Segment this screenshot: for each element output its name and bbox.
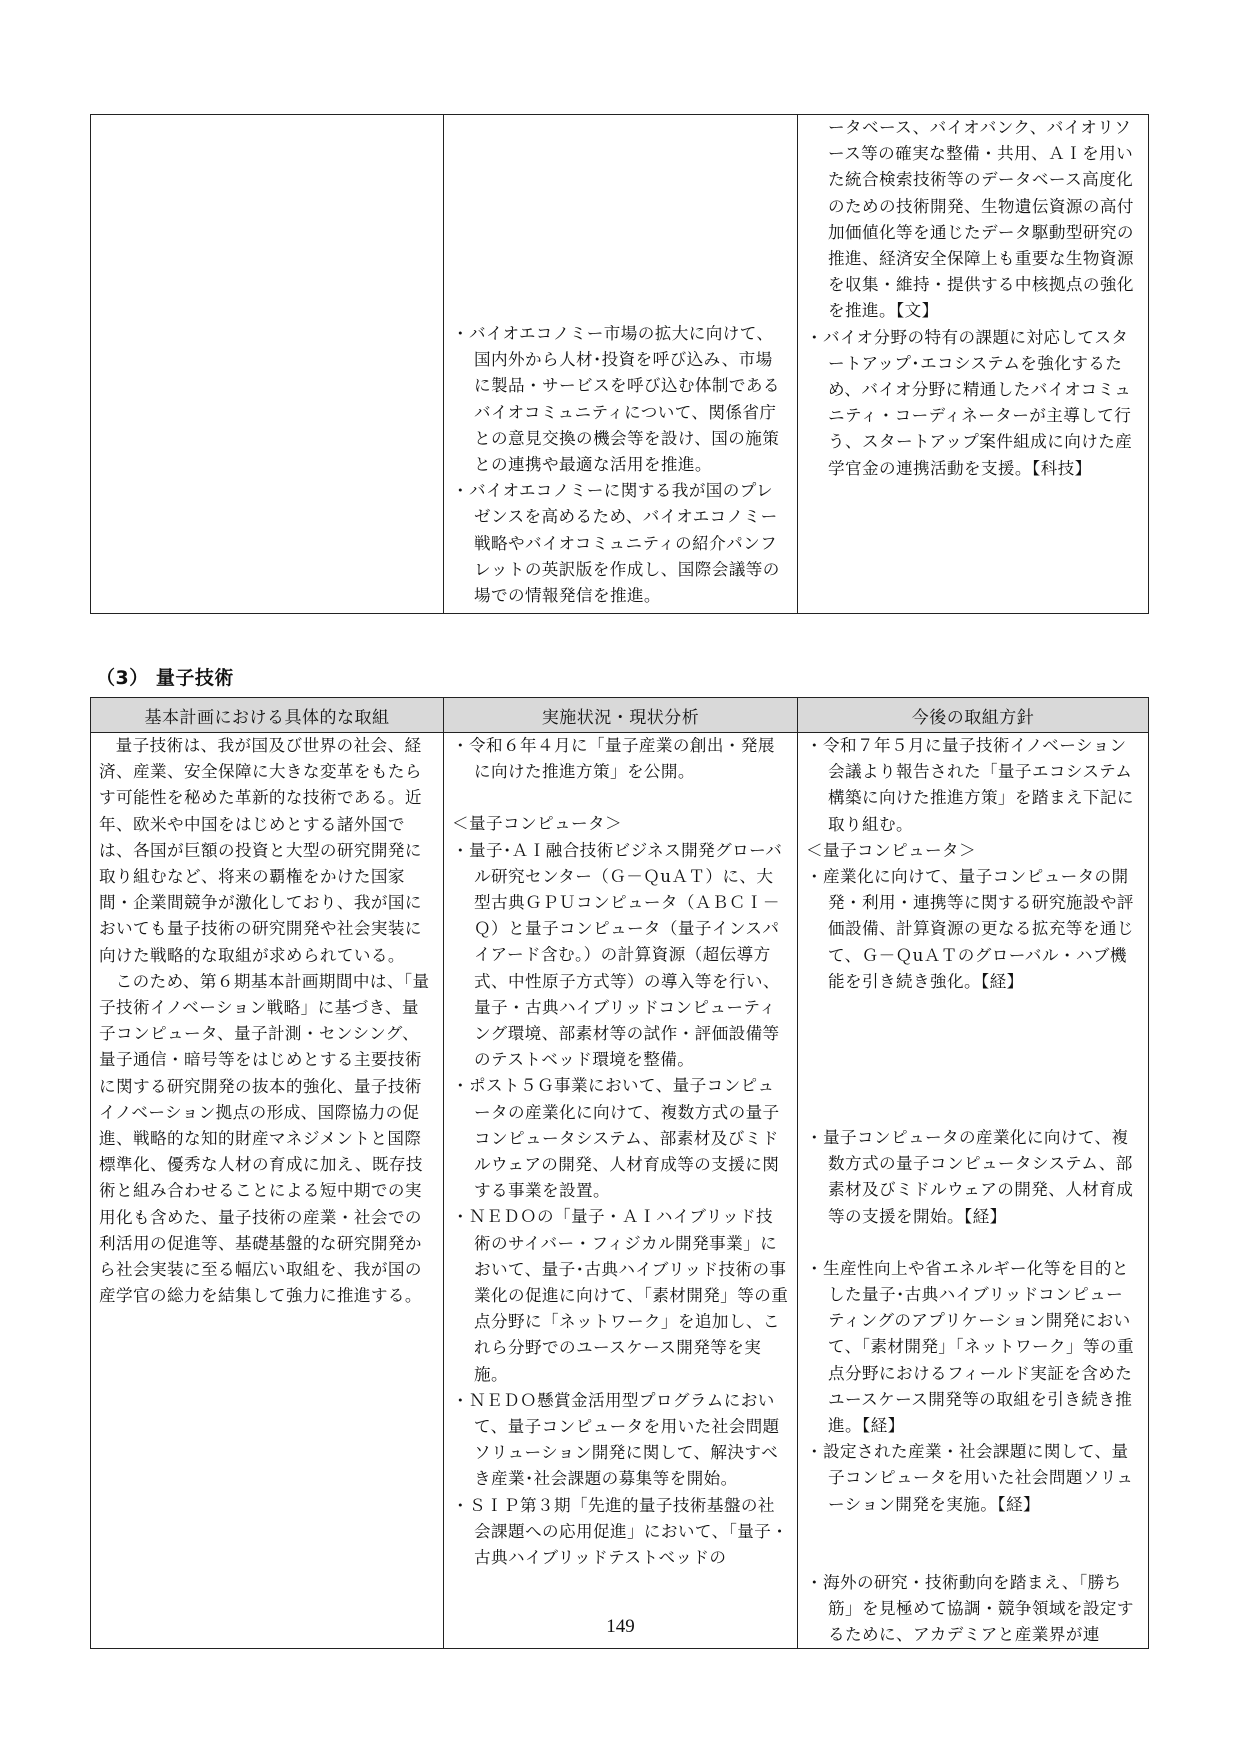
- column-header: 基本計画における具体的な取組: [91, 698, 444, 733]
- table-row: [91, 733, 1149, 1649]
- table-cell-policy: [798, 733, 1149, 1649]
- list-item: ・量子･ＡＩ融合技術ビジネス開発グローバル研究センター（Ｇ－ＱuＡＴ）に、大型古典ＧＰＵコンピュータ（ＡＢＣＩ－Ｑ）と量子コンピュータ（量子インスパイアード含む。）の計算資源（超伝導方式、中性原子方式等）の導入等を行い、量子・古典ハイブリッドコンピューティング環境、部素材等の試作・評価設備等のテストベッド環境を整備。: [452, 840, 783, 1070]
- list-item: ・バイオエコノミーに関する我が国のプレゼンスを高めるため、バイオエコノミー戦略やバイオコミュニティの紹介パンフレットの英訳版を作成し、国際会議等の場での情報発信を推進。: [452, 481, 780, 606]
- list-item: ・バイオエコノミー市場の拡大に向けて、国内外から人材･投資を呼び込み、市場に製品・サービスを呼び込む体制であるバイオコミュニティについて、関係省庁との意見交換の機会等を設け、国の施策との連携や最適な活用を推進。: [452, 324, 780, 475]
- quantum-table: [90, 697, 1149, 1649]
- list-item: ・ＮＥＤＯの「量子・ＡＩハイブリッド技術のサイバー・フィジカル開発事業」において、量子･古典ハイブリッド技術の事業化の促進に向けて、「素材開発」等の重点分野に「ネットワーク」を追加し、これら分野でのユースケース開発等を実施。: [452, 1207, 789, 1384]
- paragraph: 量子技術は、我が国及び世界の社会、経済、産業、安全保障に大きな変革をもたらす可能性を秘めた革新的な技術である。近年、欧米や中国をはじめとする諸外国では、各国が巨額の投資と大型の研究開発に取り組むなど、将来の覇権をかけた国家間・企業間競争が激化しており、我が国においても量子技術の研究開発や社会実装に向けた戦略的な取組が求められている。: [99, 736, 422, 965]
- list-item: ・ＳＩＰ第３期「先進的量子技術基盤の社会課題への応用促進」において、「量子・古典ハイブリッドテストベッドの: [452, 1495, 789, 1568]
- continuation-table: [90, 114, 1149, 614]
- section-heading: （3） 量子技術: [96, 667, 234, 689]
- list-item: ・令和６年４月に「量子産業の創出・発展に向けた推進方策」を公開。: [452, 736, 775, 782]
- column-header: 実施状況・現状分析: [444, 698, 798, 733]
- list-item: ・バイオ分野の特有の課題に対応してスタートアップ･エコシステムを強化するため、バイオ分野に精通したバイオコミュニティ・コーディネーターが主導して行う、スタートアップ案件組成に向けた産学官金の連携活動を支援。【科技】: [806, 327, 1133, 478]
- list-item: ・設定された産業・社会課題に関して、量子コンピュータを用いた社会問題ソリューション開発を実施。【経】: [806, 1442, 1134, 1514]
- table-header-row: [91, 698, 1149, 733]
- table-cell-plan: [91, 733, 444, 1649]
- table-cell-status: [444, 733, 798, 1649]
- list-item-continuation: ータベース、バイオバンク、バイオリソース等の確実な整備・共用、ＡＩを用いた統合検索技術等のデータベース高度化のための技術開発、生物遺伝資源の高付加価値化等を通じたデータ駆動型研究の推進、経済安全保障上も重要な生物資源を収集・維持・提供する中核拠点の強化を推進。【文】: [828, 118, 1134, 321]
- table-cell-policy: [798, 115, 1149, 614]
- table-cell-empty: [91, 115, 444, 614]
- page-number: 149: [606, 1616, 635, 1637]
- subheading: ＜量子コンピュータ＞: [452, 814, 622, 834]
- list-item: ・ポスト５Ｇ事業において、量子コンピュータの産業化に向けて、複数方式の量子コンピュータシステム、部素材及びミドルウェアの開発、人材育成等の支援に関する事業を設置。: [452, 1076, 780, 1201]
- list-item: ・生産性向上や省エネルギー化等を目的とした量子･古典ハイブリッドコンピューティングのアプリケーション開発において、「素材開発」「ネットワーク」等の重点分野におけるフィールド実証を含めたユースケース開発等の取組を引き続き推進。【経】: [806, 1258, 1134, 1436]
- list-item: ・海外の研究・技術動向を踏まえ、「勝ち筋」を見極めて協調・競争領域を設定するために、アカデミアと産業界が連: [806, 1572, 1134, 1645]
- subheading: ＜量子コンピュータ＞: [806, 840, 976, 860]
- list-item: ・ＮＥＤＯ懸賞金活用型プログラムにおいて、量子コンピュータを用いた社会問題ソリューション開発に関して、解決すべき産業･社会課題の募集等を開始。: [452, 1390, 780, 1489]
- list-item: ・量子コンピュータの産業化に向けて、複数方式の量子コンピュータシステム、部素材及びミドルウェアの開発、人材育成等の支援を開始。【経】: [806, 1128, 1134, 1226]
- list-item: ・令和７年５月に量子技術イノベーション会議より報告された「量子エコシステム構築に向けた推進方策」を踏まえ下記に取り組む。: [806, 736, 1134, 834]
- paragraph: このため、第６期基本計画期間中は、「量子技術イノベーション戦略」に基づき、量子コンピュータ、量子計測・センシング、量子通信・暗号等をはじめとする主要技術に関する研究開発の抜本的強化、量子技術イノベーション拠点の形成、国際協力の促進、戦略的な知的財産マネジメントと国際標準化、優秀な人材の育成に加え、既存技術と組み合わせることによる短中期での実用化も含めた、量子技術の産業・社会での利活用の促進等、基礎基盤的な研究開発から社会実装に至る幅広い取組を、我が国の産学官の総力を結集して強力に推進する。: [99, 971, 430, 1306]
- column-header: 今後の取組方針: [798, 698, 1149, 733]
- table-cell-status: [444, 115, 798, 614]
- table-row: [91, 115, 1149, 614]
- list-item: ・産業化に向けて、量子コンピュータの開発・利用・連携等に関する研究施設や評価設備、計算資源の更なる拡充等を通じて、Ｇ－ＱuＡＴのグローバル・ハブ機能を引き続き強化。【経】: [806, 867, 1134, 991]
